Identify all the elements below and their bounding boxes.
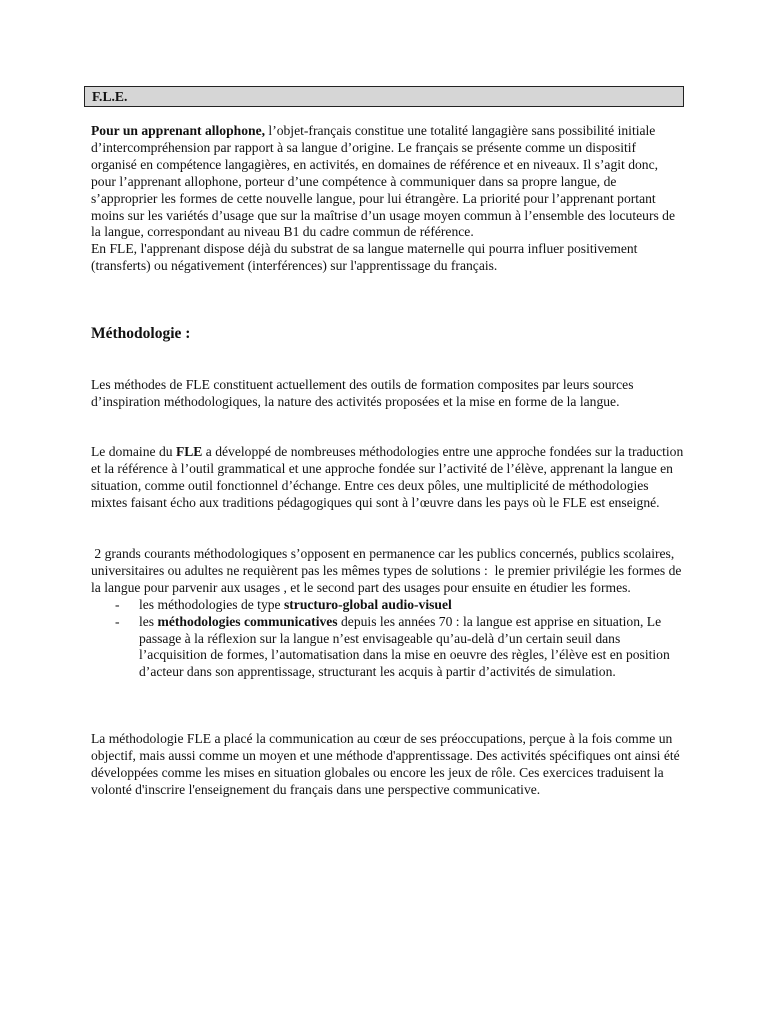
intro-lead-bold: Pour un apprenant allophone, bbox=[91, 123, 266, 138]
methodologie-paragraph-2 bbox=[91, 444, 685, 512]
intro-section bbox=[91, 123, 685, 275]
list-dash: - bbox=[115, 613, 120, 629]
list-item-after: depuis les années 70 : la langue est apprise en situation, Le passage à la réflexion sur la langue n’est envisageable qu’au-delà d’un certain seuil dans l’acquisition de formes, l’automatisation dans la mise en oeuvre des règles, l’élève est en position d’acteur dans son apprentissage, structurant les acquis à partir d’activités de simulation. bbox=[139, 613, 670, 680]
list-item bbox=[91, 597, 685, 614]
intro-paragraph bbox=[91, 123, 685, 241]
intro-lead-text: l’objet-français constitue une totalité langagière sans possibilité initiale d’intercompréhension par rapport à sa langue d’origine. Le français se présente comme un dispositif organisé en compétence langagières, en activités, en domaines de référence et en niveaux. Il s’agit donc, pour l’apprenant allophone, porteur d’une compétence à communiquer dans sa propre langue, de s’approprier les formes de cette nouvelle langue, pour lui étrangère. La priorité pour l’apprenant portant moins sur les variétés d’usage que sur la maîtrise d’un usage moyen commun à l’ensemble des locuteurs de la langue, correspondant au niveau B1 du cadre commun de référence. bbox=[91, 123, 675, 240]
document-title: F.L.E. bbox=[92, 89, 128, 104]
paragraph-text: 2 grands courants méthodologiques s’opposent en permanence car les publics concernés, publics scolaires, universitaires ou adultes ne requièrent pas les mêmes types de solutions : le premier privilégie les formes de la langue pour parvenir aux usages , et le second part des usages pour ensuite en étudier les formes. bbox=[91, 546, 685, 595]
list-item-bold: structuro-global audio-visuel bbox=[283, 596, 452, 612]
para2-bold-fle: FLE bbox=[175, 444, 203, 459]
paragraph-text bbox=[91, 444, 685, 512]
intro-second-paragraph: En FLE, l'apprenant dispose déjà du substrat de sa langue maternelle qui pourra influer positivement (transferts) ou négativement (interférences) sur l'apprentissage du français. bbox=[91, 241, 638, 274]
methodologie-heading: Méthodologie : bbox=[91, 325, 191, 342]
list-item bbox=[91, 614, 685, 682]
para2-rest: a développé de nombreuses méthodologies entre une approche fondées sur la traduction et la référence à l’outil grammatical et une approche fondée sur l’activité de l’élève, apprenant la langue en situation, comme outil fonctionnel d’échange. Entre ces deux pôles, une multiplicité de méthodologies mixtes faisant écho aux traditions pédagogiques qui sont à l’œuvre dans les pays où le FLE est enseigné. bbox=[91, 444, 684, 510]
methodologie-paragraph-1 bbox=[91, 377, 685, 411]
paragraph-text: La méthodologie FLE a placé la communication au cœur de ses préoccupations, perçue à la fois comme un objectif, mais aussi comme un moyen et une méthode d'apprentissage. Des activités spécifiques ont ainsi été développées comme les mises en situation globales ou encore les jeux de rôle. Ces exercices traduisent la volonté d'inscrire l'enseignement du français dans une perspective communicative. bbox=[91, 731, 680, 797]
list-item-bold: méthodologies communicatives bbox=[157, 613, 338, 629]
paragraph-text: Les méthodes de FLE constituent actuellement des outils de formation composites par leurs sources d’inspiration méthodologiques, la nature des activités proposées et la mise en forme de la langue. bbox=[91, 377, 634, 409]
list-dash: - bbox=[115, 596, 120, 612]
document-title-box bbox=[84, 86, 684, 107]
para2-start: Le domaine du bbox=[91, 444, 176, 459]
methodologie-paragraph-3 bbox=[91, 546, 685, 681]
methodologie-paragraph-4 bbox=[91, 731, 685, 799]
list-item-text: les bbox=[139, 613, 158, 629]
methodology-list bbox=[91, 597, 685, 682]
list-item-text: les méthodologies de type bbox=[139, 596, 284, 612]
